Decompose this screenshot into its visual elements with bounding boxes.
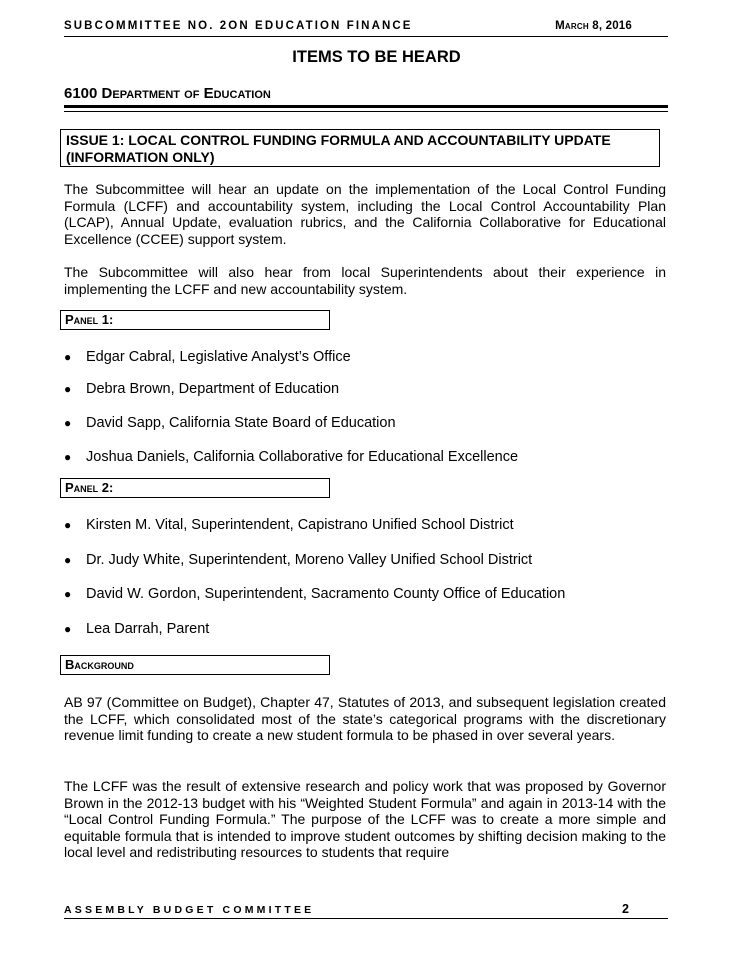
list-item: ● David Sapp, California State Board of Education <box>64 415 396 431</box>
background-paragraph-1: AB 97 (Committee on Budget), Chapter 47, Statutes of 2013, and subsequent legislation created the LCFF, which consolidated most of the state’s categorical programs with the discretionary revenue limit funding to create a new student formula to be phased in over several years. <box>64 694 666 744</box>
department-heading: 6100 Department of Education <box>64 85 271 102</box>
list-item: ● Edgar Cabral, Legislative Analyst’s Office <box>64 349 351 365</box>
list-item: ● Kirsten M. Vital, Superintendent, Capistrano Unified School District <box>64 517 514 533</box>
panel-2-label: Panel 2: <box>60 478 330 498</box>
list-item: ● Debra Brown, Department of Education <box>64 381 340 397</box>
list-item: ● David W. Gordon, Superintendent, Sacramento County Office of Education <box>64 586 566 602</box>
page-title: ITEMS TO BE HEARD <box>292 48 461 66</box>
background-label: Background <box>60 655 330 675</box>
bullet-icon: ● <box>64 382 72 396</box>
bullet-icon: ● <box>64 553 72 567</box>
page-number: 2 <box>622 902 629 916</box>
footer-committee: ASSEMBLY BUDGET COMMITTEE <box>64 904 315 916</box>
bullet-icon: ● <box>64 350 72 364</box>
background-paragraph-2: The LCFF was the result of extensive research and policy work that was proposed by Governor Brown in the 2012-13 budget with his “Weighted Student Formula” and again in 2013-14 with the “Local Control Funding Formula.” The purpose of the LCFF was to create a more simple and equitable formula that is intended to improve student outcomes by shifting decision making to the local level and redistributing resources to students that require <box>64 778 666 861</box>
panel-1-label: Panel 1: <box>60 310 330 330</box>
intro-paragraph-1: The Subcommittee will hear an update on the implementation of the Local Control Funding Formula (LCFF) and accountability system, including the Local Control Accountability Plan (LCAP), Annual Update, evaluation rubrics, and the California Collaborative for Educational Excellence (CCEE) support system. <box>64 181 666 247</box>
page-header <box>64 18 668 37</box>
issue-title-line2: (INFORMATION ONLY) <box>66 148 215 165</box>
list-item: ● Lea Darrah, Parent <box>64 621 210 637</box>
intro-paragraph-2: The Subcommittee will also hear from local Superintendents about their experience in implementing the LCFF and new accountability system. <box>64 264 666 297</box>
hearing-date: March 8, 2016 <box>555 20 632 32</box>
bullet-icon: ● <box>64 416 72 430</box>
issue-box <box>60 129 660 167</box>
bullet-icon: ● <box>64 622 72 636</box>
section-rule-thick <box>64 105 668 108</box>
bullet-icon: ● <box>64 450 72 464</box>
bullet-icon: ● <box>64 587 72 601</box>
committee-name: SUBCOMMITTEE NO. 2ON EDUCATION FINANCE <box>64 20 413 32</box>
footer-rule <box>64 918 668 919</box>
list-item: ● Joshua Daniels, California Collaborative for Educational Excellence <box>64 449 519 465</box>
list-item: ● Dr. Judy White, Superintendent, Moreno Valley Unified School District <box>64 552 533 568</box>
bullet-icon: ● <box>64 518 72 532</box>
issue-title-line1: ISSUE 1: LOCAL CONTROL FUNDING FORMULA AND ACCOUNTABILITY UPDATE <box>66 132 611 148</box>
section-rule-thin <box>64 111 668 112</box>
